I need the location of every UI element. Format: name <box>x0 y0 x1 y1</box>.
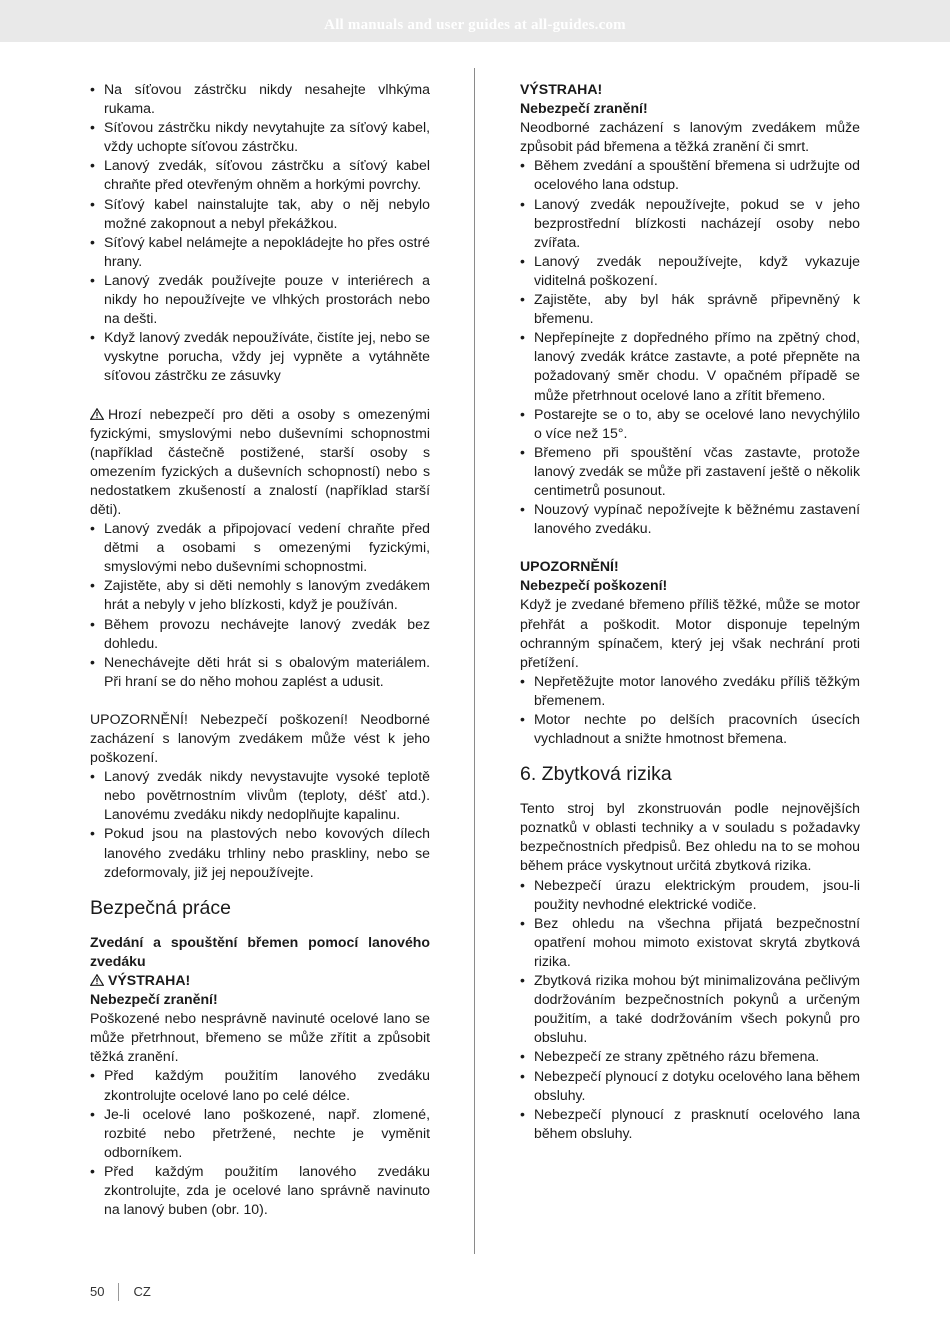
list-item: • Během provozu nechávejte lanový zvedák bez dohledu. <box>90 615 430 653</box>
children-warning-text: Hrozí nebezpečí pro děti a osoby s omezenými fyzickými, smyslovými nebo duševními schopnostmi (například částečně postižené, starší osoby s omezením fyzických a duševních schopností) nebo s nedostatkem zkušeností a znalostí (například starší děti). <box>90 405 430 517</box>
bullet-list <box>520 672 860 748</box>
danger-paragraph: Neodborné zacházení s lanovým zvedákem může způsobit pád břemena a těžká zranění či smrt. <box>520 119 860 155</box>
list-item: • Před každým použitím lanového zvedáku zkontrolujte, zda je ocelové lano správně navinuto na lanový buben (obr. 10). <box>90 1162 430 1219</box>
list-item: • Lanový zvedák nepoužívejte, když vykazuje viditelná poškození. <box>520 252 860 290</box>
list-item: • Před každým použitím lanového zvedáku zkontrolujte ocelové lano po celé délce. <box>90 1066 430 1104</box>
warning-label-text: VÝSTRAHA! <box>108 971 191 988</box>
list-item: • Když lanový zvedák nepoužíváte, čistíte jej, nebo se vyskytne porucha, vždy jej vypněte a vytáhněte síťovou zástrčku ze zásuvky <box>90 328 430 385</box>
list-item: • Na síťovou zástrčku nikdy nesahejte vlhkýma rukama. <box>90 80 430 118</box>
column-divider <box>474 68 475 1254</box>
bullet-list <box>90 80 430 386</box>
page-number: 50 <box>90 1283 119 1301</box>
bullet-list <box>90 767 430 882</box>
list-item: • Zajistěte, aby byl hák správně připevněný k břemenu. <box>520 290 860 328</box>
list-item: • Postarejte se o to, aby se ocelové lano nevychýlilo o více než 15°. <box>520 405 860 443</box>
banner-text: All manuals and user guides at all-guides.com <box>324 17 626 33</box>
list-item: • Zajistěte, aby si děti nemohly s lanovým zvedákem hrát a nebyly v jeho blízkosti, když je používán. <box>90 576 430 614</box>
bullet-list <box>90 1066 430 1219</box>
section-heading: 6. Zbytková rizika <box>520 763 672 786</box>
damage-label: Nebezpečí poškození! <box>520 577 668 594</box>
intro-paragraph: Tento stroj byl zkonstruován podle nejnovějších poznatků v oblasti techniky a v souladu s požadavky bezpečnostních předpisů. Bez ohledu na to se mohou během práce vyskytnout určitá zbytková rizika. <box>520 800 860 874</box>
page-footer <box>90 1283 151 1303</box>
danger-label: Nebezpečí zranění! <box>520 100 648 117</box>
warning-label <box>90 971 430 990</box>
damage-paragraph: Když je zvedané břemeno příliš těžké, může se motor přehřát a poškodit. Motor disponuje tepelným ochranným spínačem, který jej však nechrání proti přetížení. <box>520 596 860 670</box>
list-item: • Nepřepínejte z dopředného přímo na zpětný chod, lanový zvedák krátce zastavte, a poté přepněte na požadovaný směr chodu. V opačném případě se může přetrhnout ocelové lano a zřítit břemeno. <box>520 328 860 404</box>
top-banner <box>0 0 950 42</box>
list-item: • Během zvedání a spouštění břemena si udržujte od ocelového lana odstup. <box>520 156 860 194</box>
left-column <box>90 80 430 1219</box>
list-item: • Nebezpečí úrazu elektrickým proudem, jsou-li použity nevhodné elektrické vodiče. <box>520 876 860 914</box>
children-warning <box>90 405 430 520</box>
list-item: • Nebezpečí plynoucí z prasknutí ocelového lana během obsluhy. <box>520 1105 860 1143</box>
list-item: • Nebezpečí ze strany zpětného rázu břemena. <box>520 1047 860 1066</box>
list-item: • Pokud jsou na plastových nebo kovových dílech lanového zvedáku trhliny nebo praskliny, nebo se zdeformovaly, již jej nepoužívejte. <box>90 824 430 881</box>
notice-paragraph: UPOZORNĚNÍ! Nebezpečí poškození! Neodborné zacházení s lanovým zvedákem může vést k jeho poškození. <box>90 710 430 766</box>
list-item: • Nepřetěžujte motor lanového zvedáku příliš těžkým břemenem. <box>520 672 860 710</box>
list-item: • Nouzový vypínač nepožívejte k běžnému zastavení lanového zvedáku. <box>520 500 860 538</box>
bullet-list <box>520 876 860 1143</box>
list-item: • Motor nechte po delších pracovních úsecích vychladnout a snižte hmotnost břemena. <box>520 710 860 748</box>
danger-paragraph: Poškozené nebo nesprávně navinuté ocelové lano se může přetrhnout, břemeno se může zřítit a způsobit těžká zranění. <box>90 1010 430 1065</box>
language-code: CZ <box>133 1284 151 1299</box>
notice-label: UPOZORNĚNÍ! <box>520 558 619 575</box>
section-heading: Bezpečná práce <box>90 896 231 919</box>
warning-triangle-icon <box>90 408 104 420</box>
list-item: • Nenechávejte děti hrát si s obalovým materiálem. Při hraní se do něho mohou zaplést a udusit. <box>90 653 430 691</box>
list-item: • Zbytková rizika mohou být minimalizována pečlivým dodržováním bezpečnostních pokynů a určeným použitím, a také dodržováním všech pokynů pro obsluhu. <box>520 971 860 1047</box>
subsection-heading: Zvedání a spouštění břemen pomocí lanového zvedáku <box>90 933 430 969</box>
bullet-list <box>520 156 860 538</box>
list-item: • Síťový kabel nainstalujte tak, aby o něj nebylo možné zakopnout a nebyl překážkou. <box>90 195 430 233</box>
list-item: • Je-li ocelové lano poškozené, např. zlomené, rozbité nebo přetržené, nechte je vyměnit odborníkem. <box>90 1105 430 1162</box>
bullet-list <box>90 519 430 691</box>
warning-triangle-icon <box>90 974 104 986</box>
list-item: • Lanový zvedák nepoužívejte, pokud se v jeho bezprostřední blízkosti nacházejí osoby nebo zvířata. <box>520 195 860 252</box>
list-item: • Síťový kabel nelámejte a nepokládejte ho přes ostré hrany. <box>90 233 430 271</box>
list-item: • Bez ohledu na všechna přijatá bezpečnostní opatření mohou mimoto existovat skrytá zbytková rizika. <box>520 914 860 971</box>
list-item: • Lanový zvedák nikdy nevystavujte vysoké teplotě nebo povětrnostním vlivům (teploty, déšť atd.). Lanovému zvedáku nikdy nedoplňujte kapalinu. <box>90 767 430 824</box>
list-item: • Nebezpečí plynoucí z dotyku ocelového lana během obsluhy. <box>520 1067 860 1105</box>
right-column <box>520 80 860 1143</box>
danger-label: Nebezpečí zranění! <box>90 991 218 1008</box>
list-item: • Břemeno při spouštění včas zastavte, protože lanový zvedák se může při zastavení ještě o několik centimetrů posunout. <box>520 443 860 500</box>
list-item: • Síťovou zástrčku nikdy nevytahujte za síťový kabel, vždy uchopte síťovou zástrčku. <box>90 118 430 156</box>
warning-label: VÝSTRAHA! <box>520 81 603 97</box>
list-item: • Lanový zvedák používejte pouze v interiérech a nikdy ho nepoužívejte ve vlhkých prostorách nebo na dešti. <box>90 271 430 328</box>
list-item: • Lanový zvedák a připojovací vedení chraňte před dětmi a osobami s omezenými fyzickými, smyslovými nebo duševními schopnostmi. <box>90 519 430 576</box>
list-item: • Lanový zvedák, síťovou zástrčku a síťový kabel chraňte před otevřeným ohněm a horkými povrchy. <box>90 156 430 194</box>
